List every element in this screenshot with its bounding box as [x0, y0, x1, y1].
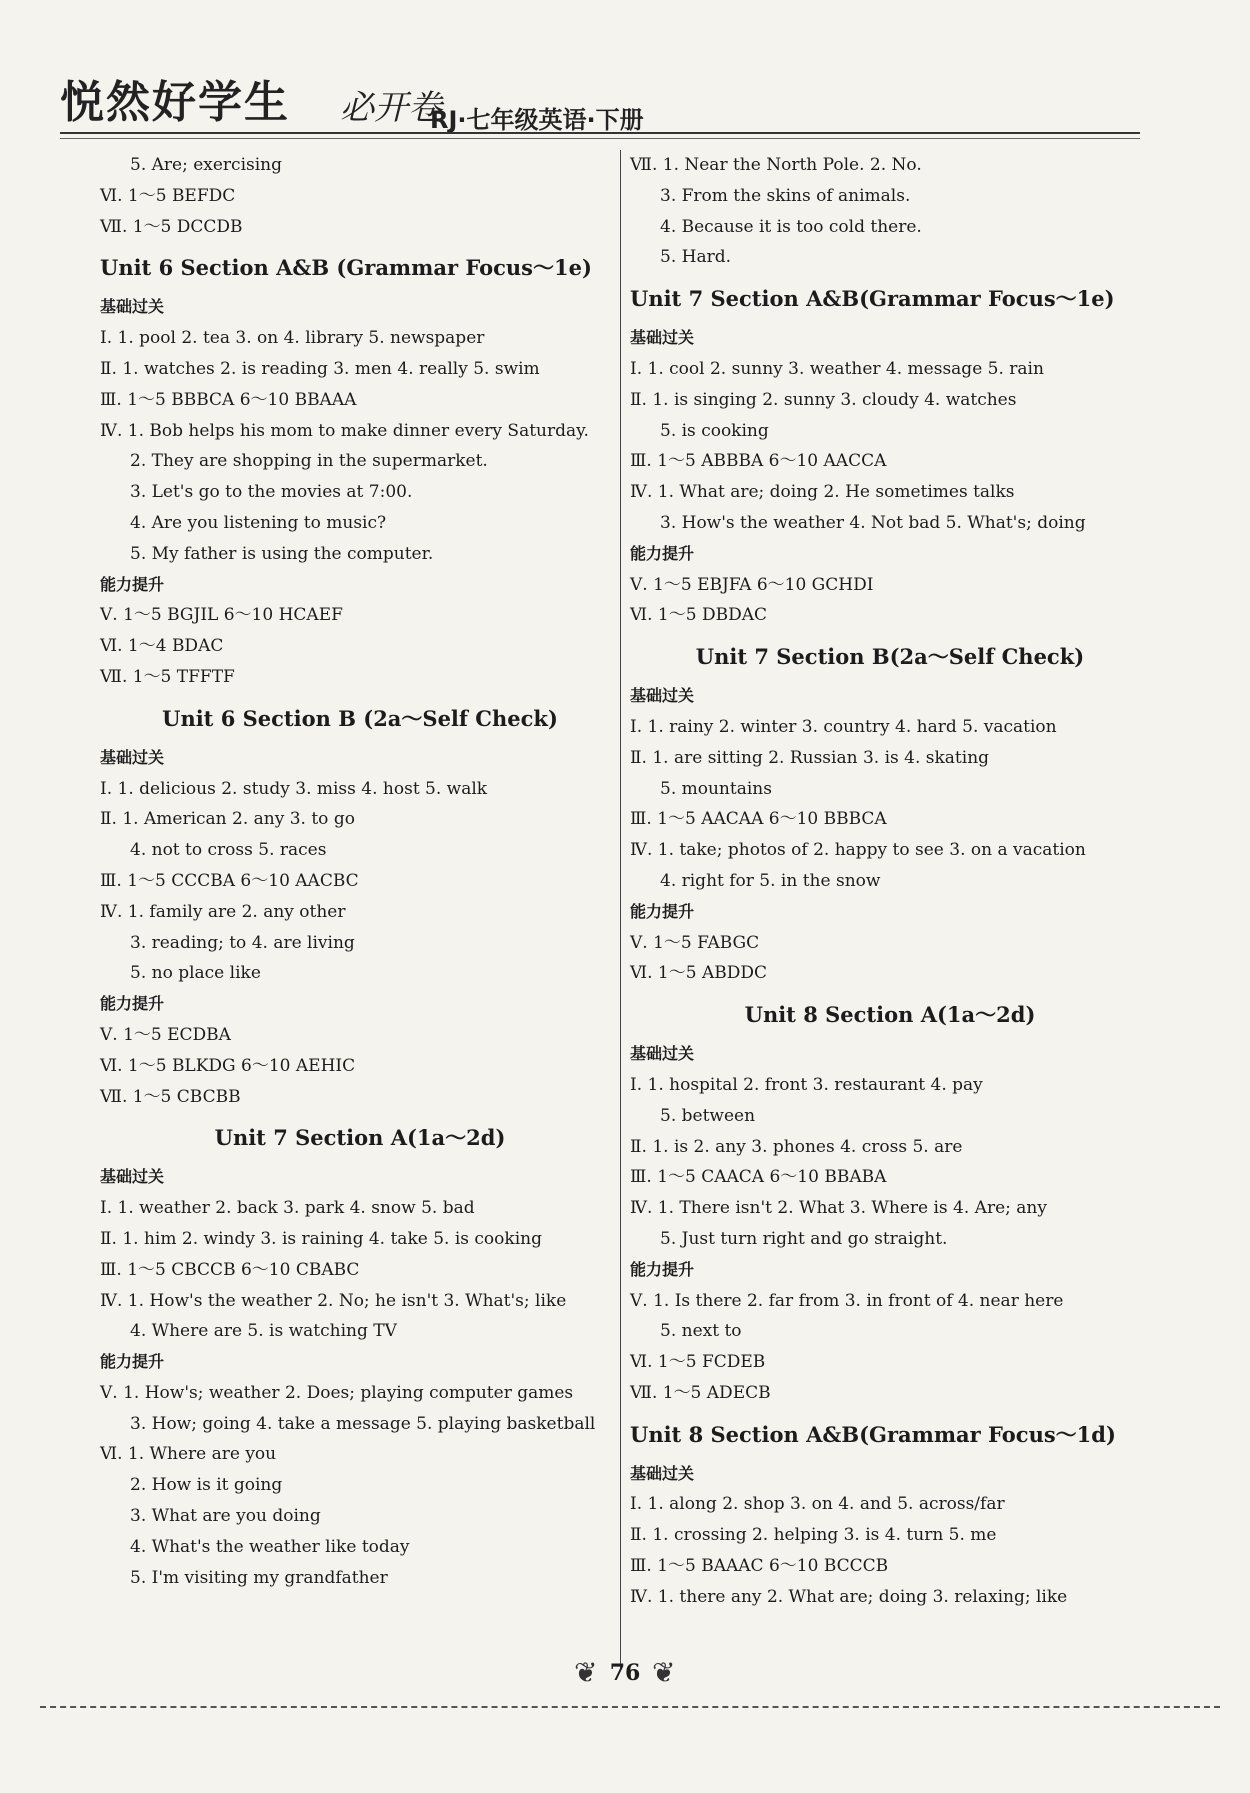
section-heading: Unit 7 Section A&B(Grammar Focus～1e) [630, 286, 1115, 312]
answer-line: 5. Just turn right and go straight. [660, 1228, 948, 1249]
answer-line: Ⅴ. 1～5 FABGC [630, 932, 760, 953]
footer-rule [40, 1706, 1220, 1708]
page-header [60, 60, 1190, 140]
answer-line: Ⅶ. 1～5 TFFTF [100, 666, 235, 687]
left-column [100, 150, 620, 1593]
laurel-right-icon: ❦ [652, 1656, 676, 1689]
answer-line: Ⅴ. 1～5 EBJFA 6～10 GCHDI [630, 574, 874, 595]
subsection-label: 能力提升 [630, 1259, 695, 1279]
column-divider [620, 150, 621, 1670]
section-heading: Unit 7 Section B(2a～Self Check) [695, 644, 1085, 670]
answer-line: Ⅳ. 1. What are; doing 2. He sometimes talks [630, 482, 1015, 503]
section-heading: Unit 6 Section A&B (Grammar Focus～1e) [100, 255, 592, 281]
answer-line: 4. Because it is too cold there. [660, 216, 922, 237]
answer-line: 3. Let's go to the movies at 7:00. [130, 482, 413, 503]
subsection-label: 能力提升 [630, 543, 695, 563]
answer-line: 2. They are shopping in the supermarket. [130, 451, 488, 472]
answer-line: Ⅴ. 1. Is there 2. far from 3. in front of 4. near here [630, 1290, 1064, 1311]
answer-line: Ⅱ. 1. crossing 2. helping 3. is 4. turn 5. me [630, 1525, 997, 1546]
answer-line: Ⅶ. 1. Near the North Pole. 2. No. [630, 155, 922, 175]
answer-line: Ⅵ. 1～5 FCDEB [630, 1352, 766, 1373]
answer-line: Ⅱ. 1. watches 2. is reading 3. men 4. really 5. swim [100, 358, 540, 379]
answer-line: Ⅰ. 1. delicious 2. study 3. miss 4. host 5. walk [100, 778, 488, 799]
answer-line: Ⅵ. 1. Where are you [100, 1444, 277, 1465]
answer-line: Ⅰ. 1. weather 2. back 3. park 4. snow 5. bad [100, 1198, 475, 1219]
answer-line: Ⅲ. 1～5 CAACA 6～10 BBABA [630, 1167, 887, 1188]
answer-line: Ⅶ. 1～5 ADECB [630, 1382, 771, 1403]
answer-line: 3. How; going 4. take a message 5. playing basketball [130, 1413, 596, 1434]
answer-line: Ⅳ. 1. take; photos of 2. happy to see 3. on a vacation [630, 840, 1086, 861]
page-number: 76 [609, 1660, 641, 1686]
answer-line: Ⅲ. 1～5 AACAA 6～10 BBBCA [630, 809, 887, 830]
answer-line: 4. right for 5. in the snow [660, 870, 881, 891]
answer-line: Ⅵ. 1～5 BLKDG 6～10 AEHIC [100, 1055, 356, 1076]
answer-line: Ⅵ. 1～5 ABDDC [630, 963, 767, 984]
subsection-label: 基础过关 [630, 686, 695, 706]
answer-line: Ⅴ. 1～5 BGJIL 6～10 HCAEF [100, 605, 343, 626]
laurel-left-icon: ❦ [574, 1656, 598, 1689]
answer-line: Ⅲ. 1～5 ABBBA 6～10 AACCA [630, 451, 887, 472]
subsection-label: 能力提升 [100, 574, 165, 594]
answer-line: Ⅲ. 1～5 CBCCB 6～10 CBABC [100, 1259, 360, 1280]
answer-line: Ⅲ. 1～5 CCCBA 6～10 AACBC [100, 870, 359, 891]
subsection-label: 基础过关 [100, 1167, 165, 1187]
answer-line: 5. between [660, 1105, 756, 1126]
answer-line: Ⅰ. 1. along 2. shop 3. on 4. and 5. across/far [630, 1494, 1005, 1515]
answer-line: 4. Are you listening to music? [130, 512, 387, 533]
book-series: RJ·七年级英语·下册 [430, 106, 644, 134]
answer-line: 4. not to cross 5. races [130, 840, 327, 861]
subsection-label: 基础过关 [100, 747, 165, 767]
answer-line: Ⅲ. 1～5 BAAAC 6～10 BCCCB [630, 1556, 889, 1577]
answer-line: 2. How is it going [130, 1475, 283, 1496]
answer-line: Ⅳ. 1. family are 2. any other [100, 901, 346, 922]
answer-line: Ⅴ. 1～5 ECDBA [100, 1024, 231, 1045]
answer-line: Ⅰ. 1. cool 2. sunny 3. weather 4. message 5. rain [630, 358, 1044, 379]
section-heading: Unit 7 Section A(1a～2d) [214, 1125, 506, 1151]
answer-line: Ⅵ. 1～5 DBDAC [630, 605, 767, 626]
answer-line: Ⅵ. 1～5 BEFDC [100, 185, 236, 206]
answer-line: Ⅰ. 1. hospital 2. front 3. restaurant 4. pay [630, 1074, 983, 1095]
answer-line: Ⅶ. 1～5 CBCBB [100, 1086, 241, 1107]
answer-line: 4. What's the weather like today [130, 1536, 410, 1557]
subsection-label: 基础过关 [630, 1044, 695, 1064]
right-column [630, 150, 1150, 1613]
answer-line: 3. From the skins of animals. [660, 185, 911, 206]
answer-line: Ⅶ. 1～5 DCCDB [100, 216, 243, 237]
header-rule [60, 132, 1140, 134]
answer-line: 5. next to [660, 1321, 742, 1342]
subsection-label: 基础过关 [630, 1463, 695, 1483]
brand-logo: 悦然好学生 [60, 77, 290, 128]
answer-line: Ⅳ. 1. Bob helps his mom to make dinner every Saturday. [100, 420, 589, 441]
answer-line: 5. mountains [660, 778, 772, 799]
answer-line: 5. My father is using the computer. [130, 543, 434, 564]
subsection-label: 基础过关 [100, 297, 165, 317]
subsection-label: 能力提升 [100, 1352, 165, 1372]
answer-line: Ⅰ. 1. rainy 2. winter 3. country 4. hard 5. vacation [630, 716, 1057, 737]
answer-line: 5. Hard. [660, 247, 731, 268]
answer-line: 5. is cooking [660, 420, 769, 441]
answer-line: Ⅳ. 1. There isn't 2. What 3. Where is 4. Are; any [630, 1198, 1047, 1219]
brand-subtitle: 必开卷 [340, 88, 442, 128]
answer-line: Ⅳ. 1. there any 2. What are; doing 3. relaxing; like [630, 1586, 1068, 1607]
answer-line: 3. reading; to 4. are living [130, 932, 355, 953]
answer-line: 5. I'm visiting my grandfather [130, 1567, 388, 1588]
answer-line: Ⅱ. 1. are sitting 2. Russian 3. is 4. skating [630, 747, 990, 768]
answer-line: Ⅱ. 1. American 2. any 3. to go [100, 809, 355, 830]
answer-line: 5. no place like [130, 963, 261, 984]
answer-line: 3. How's the weather 4. Not bad 5. What's; doing [660, 512, 1086, 533]
answer-line: Ⅳ. 1. How's the weather 2. No; he isn't 3. What's; like [100, 1290, 567, 1311]
section-heading: Unit 8 Section A&B(Grammar Focus～1d) [630, 1421, 1116, 1447]
answer-line: Ⅰ. 1. pool 2. tea 3. on 4. library 5. newspaper [100, 328, 485, 349]
section-heading: Unit 6 Section B (2a～Self Check) [162, 705, 558, 731]
header-rule-thin [60, 138, 1140, 139]
answer-line: 5. Are; exercising [130, 155, 283, 175]
answer-line: 3. What are you doing [130, 1506, 321, 1527]
page-footer [0, 1650, 1250, 1710]
subsection-label: 能力提升 [100, 994, 165, 1014]
answer-line: Ⅱ. 1. is 2. any 3. phones 4. cross 5. are [630, 1136, 963, 1157]
subsection-label: 能力提升 [630, 901, 695, 921]
answer-line: Ⅱ. 1. him 2. windy 3. is raining 4. take 5. is cooking [100, 1228, 542, 1249]
answer-line: Ⅴ. 1. How's; weather 2. Does; playing computer games [100, 1382, 574, 1403]
answer-line: 4. Where are 5. is watching TV [130, 1321, 397, 1342]
answer-line: Ⅵ. 1～4 BDAC [100, 636, 224, 657]
section-heading: Unit 8 Section A(1a～2d) [744, 1002, 1036, 1028]
answer-line: Ⅲ. 1～5 BBBCA 6～10 BBAAA [100, 389, 357, 410]
answer-line: Ⅱ. 1. is singing 2. sunny 3. cloudy 4. watches [630, 389, 1017, 410]
subsection-label: 基础过关 [630, 328, 695, 348]
